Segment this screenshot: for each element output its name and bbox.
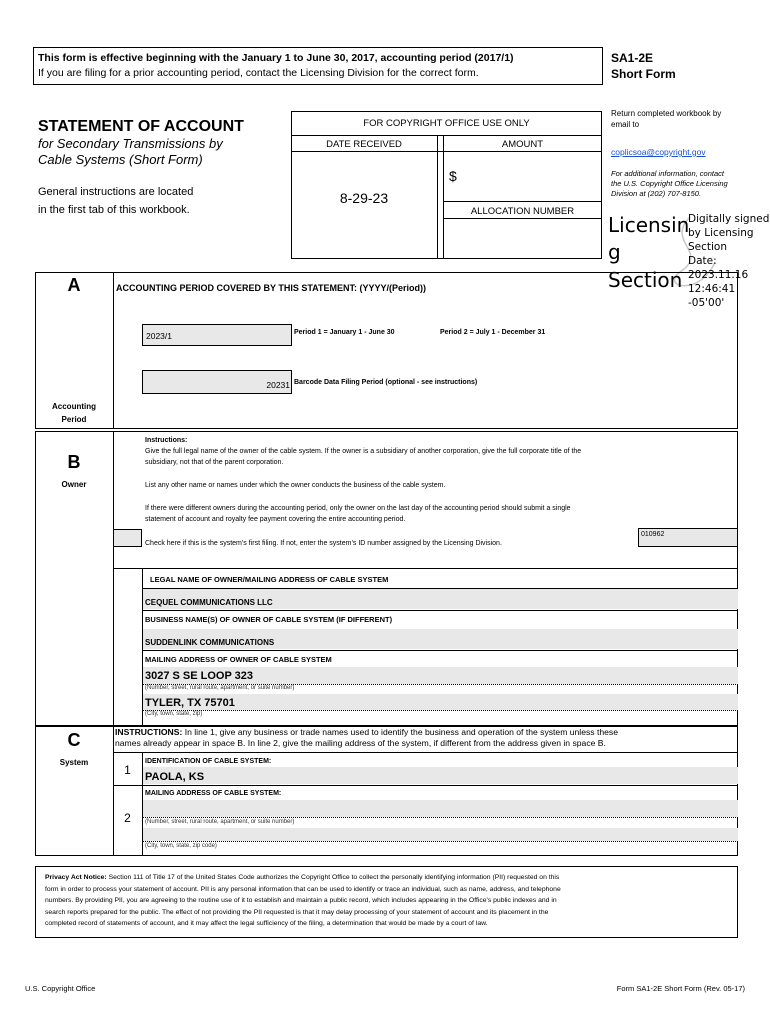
section-c-instructions bbox=[115, 727, 735, 749]
subtitle-line1: for Secondary Transmissions by bbox=[38, 136, 223, 151]
owner-city-caption: (City, town, state, zip) bbox=[145, 711, 203, 717]
footer-right: Form SA1-2E Short Form (Rev. 05-17) bbox=[616, 984, 745, 993]
owner-mailing-label: MAILING ADDRESS OF OWNER OF CABLE SYSTEM bbox=[145, 655, 332, 664]
period-2-text: Period 2 = July 1 - December 31 bbox=[440, 329, 546, 336]
system-city-caption: (City, town, state, zip code) bbox=[145, 843, 217, 849]
legal-name-value: CEQUEL COMMUNICATIONS LLC bbox=[145, 598, 273, 607]
digital-sign-1: Digitally signed bbox=[688, 213, 770, 225]
section-b-side-label: Owner bbox=[61, 480, 87, 489]
privacy-bold: Privacy Act Notice: bbox=[45, 874, 107, 881]
digital-sign-3: Section bbox=[688, 241, 728, 253]
section-a-heading: ACCOUNTING PERIOD COVERED BY THIS STATEMENT: (YYYY/(Period)) bbox=[116, 283, 427, 293]
privacy-line5: completed record of statements of account, and it may affect the legal sufficiency of the filing, a determination that would be made by a court of law. bbox=[45, 920, 488, 928]
owner-street-value: 3027 S SE LOOP 323 bbox=[145, 670, 254, 682]
signature-name-1: Licensin bbox=[608, 213, 690, 237]
allocation-label: ALLOCATION NUMBER bbox=[470, 206, 575, 217]
section-c-side-label: System bbox=[59, 758, 89, 767]
ident-cable-label: IDENTIFICATION OF CABLE SYSTEM: bbox=[145, 758, 272, 765]
line-1-number: 1 bbox=[124, 763, 131, 777]
system-mailing-label: MAILING ADDRESS OF CABLE SYSTEM: bbox=[145, 790, 282, 797]
section-b-instr-1b: subsidiary, not that of the parent corporation. bbox=[145, 459, 284, 466]
accounting-period-value: 2023/1 bbox=[146, 331, 172, 341]
owner-city-value: TYLER, TX 75701 bbox=[145, 697, 235, 709]
period-1-text: Period 1 = January 1 - June 30 bbox=[294, 329, 395, 336]
first-filing-text: Check here if this is the system’s first filing. If not, enter the system’s ID number assigned by the Licensing Division. bbox=[145, 540, 502, 547]
section-c-instructions-line2: names already appear in space B. In line 2, give the mailing address of the system, if different from the address given in space B. bbox=[115, 738, 606, 748]
amount-currency: $ bbox=[449, 168, 457, 184]
digital-sign-6: 12:46:41 -05'00' bbox=[688, 283, 736, 309]
signature-name-3: Section bbox=[608, 268, 683, 292]
office-use-box bbox=[291, 111, 602, 259]
form-type: Short Form bbox=[611, 67, 676, 81]
effective-notice: This form is effective beginning with the January 1 to June 30, 2017, accounting period (2017/1) bbox=[38, 52, 514, 64]
footer-left: U.S. Copyright Office bbox=[25, 984, 96, 993]
digital-sign-2: by Licensing bbox=[688, 227, 754, 239]
owner-street-caption: (Number, street, rural route, apartment, or suite number) bbox=[145, 685, 295, 691]
contact-info: For additional information, contact the U.S. Copyright Office Licensing Division at (202) 707-8150. bbox=[611, 169, 728, 198]
general-instructions-1: General instructions are located bbox=[38, 186, 194, 198]
prior-period-notice: If you are filing for a prior accounting period, contact the Licensing Division for the correct form. bbox=[38, 67, 479, 79]
digital-sign-4: Date: bbox=[688, 255, 717, 267]
system-id-value: 010962 bbox=[641, 531, 665, 538]
section-a-letter: A bbox=[67, 275, 81, 295]
date-received-value: 8-29-23 bbox=[339, 190, 389, 206]
system-street-caption: (Number, street, rural route, apartment, or suite number) bbox=[145, 819, 295, 825]
business-name-value: SUDDENLINK COMMUNICATIONS bbox=[145, 638, 275, 647]
general-instructions-2: in the first tab of this workbook. bbox=[38, 204, 190, 216]
amount-label: AMOUNT bbox=[501, 139, 544, 150]
business-names-label: BUSINESS NAME(S) OF OWNER OF CABLE SYSTEM (IF DIFFERENT) bbox=[145, 615, 393, 624]
section-b-instr-3b: statement of account and royalty fee payment covering the entire accounting period. bbox=[145, 516, 406, 523]
legal-name-label: LEGAL NAME OF OWNER/MAILING ADDRESS OF CABLE SYSTEM bbox=[150, 575, 389, 584]
section-b-instr-2: List any other name or names under which the owner conducts the business of the cable system. bbox=[145, 482, 446, 489]
line-2-number: 2 bbox=[124, 811, 131, 825]
return-instructions: Return completed workbook by email to bbox=[611, 109, 722, 129]
section-c-instructions-bold: INSTRUCTIONS: bbox=[115, 727, 183, 737]
office-use-heading: FOR COPYRIGHT OFFICE USE ONLY bbox=[363, 118, 530, 129]
barcode-period-text: Barcode Data Filing Period (optional - see instructions) bbox=[294, 379, 478, 386]
section-c-instructions-line1: In line 1, give any business or trade names used to identify the business and operation of the system unless these bbox=[182, 727, 619, 737]
ident-cable-field[interactable] bbox=[143, 767, 738, 784]
section-b-letter: B bbox=[67, 452, 81, 472]
digital-sign-5: 2023.11.16 bbox=[688, 269, 749, 281]
section-a-side-label-1: Accounting bbox=[52, 402, 96, 411]
ident-cable-value: PAOLA, KS bbox=[145, 771, 205, 783]
privacy-notice bbox=[45, 872, 735, 930]
form-code: SA1-2E bbox=[611, 51, 654, 65]
section-a-box bbox=[35, 272, 738, 429]
section-b-instructions-label: Instructions: bbox=[145, 437, 188, 444]
system-street-field[interactable] bbox=[143, 800, 738, 817]
signature-name-2: g bbox=[608, 240, 621, 264]
barcode-period-value: 20231 bbox=[266, 380, 290, 390]
page-title: STATEMENT OF ACCOUNT bbox=[38, 118, 244, 135]
date-received-label: DATE RECEIVED bbox=[326, 139, 402, 150]
privacy-line2: form in order to process your statement of account. PII is any personal information that can be used to identify or trace an individual, such as name, address, and telephone bbox=[45, 885, 561, 893]
section-c-letter: C bbox=[67, 730, 81, 750]
privacy-line3: numbers. By providing PII, you are agreeing to the routine use of it to establish and maintain a public record, which includes appearing in the Office's public indexes and in bbox=[45, 897, 557, 905]
privacy-line1: Section 111 of Title 17 of the United States Code authorizes the Copyright Office to collect the personally identifying information (PII) requested on this bbox=[106, 874, 560, 881]
section-b-instr-1a: Give the full legal name of the owner of the cable system. If the owner is a subsidiary of another corporation, give the full corporate title of the bbox=[145, 448, 582, 455]
subtitle-line2: Cable Systems (Short Form) bbox=[38, 152, 203, 167]
section-b-instr-3a: If there were different owners during the accounting period, only the owner on the last day of the accounting period should submit a single bbox=[145, 505, 571, 512]
system-city-field[interactable] bbox=[143, 828, 738, 841]
first-filing-checkbox[interactable] bbox=[113, 529, 142, 547]
privacy-line4: search reports prepared for the public. The effect of not providing the PII requested is that it may delay processing of your statement of account and its placement in the bbox=[45, 908, 549, 916]
contact-email-link[interactable]: coplicsoa@copyright.gov bbox=[611, 147, 706, 157]
section-a-side-label-2: Period bbox=[61, 415, 87, 424]
